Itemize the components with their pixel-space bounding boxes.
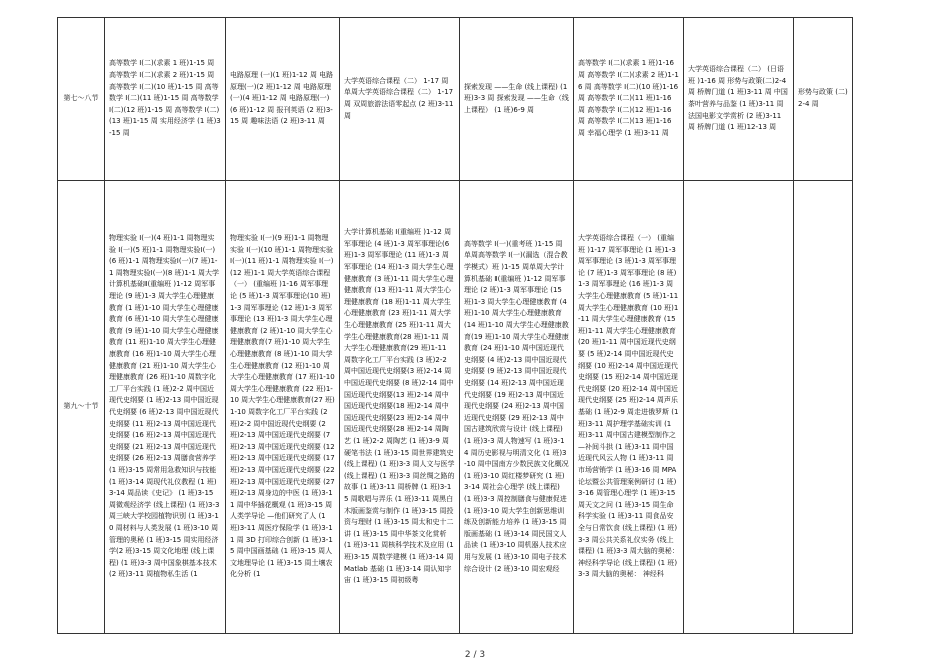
schedule-cell: 大学英语综合课程（二） (日语班 )1-16 周 形势与政策(二)2-4 周 桥牌门道 (1 班)3-11 周 中国茶叶营养与品鉴 (1 班)3-11 周 法国电影文学赏析 (2 班)3-11 周 桥牌门道 (1 班)12-13 周 xyxy=(684,18,794,181)
period-label: 第七～八节 xyxy=(58,18,105,181)
schedule-cell: 大学英语综合课程（一） (重编班 )1-17 周军事理论 (1 班)1-3 周军事理论 (3 班)1-3 周军事理论 (7 班)1-3 周军事理论 (8 班)1-3 周军事理论 (16 班)1-3 周大学生心理健康教育 (5 班)1-11 周大学生心理健康教育 (10 班)1-11 周大学生心理健康教育 (15 班)1-11 周大学生心理健康教育 (20 班)1-11 周中国近现代史纲要 (5 班)2-14 周中国近现代史纲要 (10 班)2-14 周中国近现代史纲要 (15 班)2-14 周中国近现代史纲要 (20 班)2-14 周中国近现代史纲要 (25 班)2-14 周声乐基础 (1 班)2-9 周走进俄罗斯 (1 班)3-11 周护理学基础实训 (1 班)3-11 周中国古建模型制作之 —补间斗拱 (1 班)3-11 周中国近现代风云人物 (1 班)3-11 周市场营销学 (1 班)3-16 周 MPA 论坛暨公共管理案例研讨 (1 班)3-16 周管理心理学 (1 班)3-15 周天文之问 (1 班)3-15 周生命科学实验 (1 班)3-11 周食品安全与日常饮食 (线上课程) (1 班)3-3 周公共关系礼仪实务 (线上课程) (1 班)3-3 周大脑的奥秘：神经科学导论 (线上课程) (1 班)3-3 周大脑的奥秘： 神经科 xyxy=(574,181,684,634)
schedule-cell xyxy=(794,181,853,634)
schedule-cell: 大学英语综合课程（二） 1-17 周 单周大学英语综合课程（二） 1-17 周 双周旅游法语零起点 (2 班)3-11 周 xyxy=(340,18,460,181)
period-label: 第九～十节 xyxy=(58,181,105,634)
schedule-cell: 物理实验 Ⅰ(一)(9 班)1-1 周物理实验 Ⅰ(一)(10 班)1-1 周物理实验 Ⅰ(一)(11 班)1-1 周物理实验 Ⅰ(一)(12 班)1-1 周大学英语综合课程（一） (重编班 )1-16 周军事理论 (5 班)1-3 周军事理论(10 班)1-3 周军事理论 (12 班)1-3 周军事理论 (13 班)1-3 周大学生心理健康教育 (2 班)1-10 周大学生心理健康教育(7 班)1-10 周大学生心理健康教育 (8 班)1-10 周大学生心理健康教育 (12 班)1-10 周大学生心理健康教育 (17 班)1-10 周大学生心理健康教育 (22 班)1-10 周大学生心理健康教育(27 班)1-10 周数字化工厂平台实践 (2 班)2-2 周中国近现代史纲要 (2 班)2-13 周中国近现代史纲要 (7 班)2-13 周中国近现代史纲要 (12 班)2-13 周中国近现代史纲要 (17 班)2-13 周中国近现代史纲要 (22 班)2-13 周中国近现代史纲要 (27 班)2-13 周身边的中医 (1 班)3-11 周中华插花概观 (1 班)3-15 周人类学导论 —他们研究了人 (1 班)3-11 周医疗保险学 (1 班)3-11 周 3D 打印综合创新 (1 班)3-15 周中国画基础 (1 班)3-15 周人文地理导论 (1 班)3-15 周土壤农化分析 (1 xyxy=(226,181,340,634)
schedule-sheet xyxy=(57,17,852,634)
schedule-cell: 高等数学 Ⅰ(二)(求素 1 班)1-16 周 高等数学 Ⅰ(二)(求素 2 班)1-16 周 高等数学 Ⅰ(二)(10 班)1-16 周 高等数学 Ⅰ(二)(11 班)1-16 周 高等数学 Ⅰ(二)(12 班)1-16 周 高等数学 Ⅰ(二)(13 班)1-16 周 幸福心理学 (1 班)3-11 周 xyxy=(574,18,684,181)
page-indicator: 2 / 3 xyxy=(464,650,486,660)
schedule-cell: 物理实验 Ⅰ(一)(4 班)1-1 周物理实验 Ⅰ(一)(5 班)1-1 周物理实验Ⅰ(一)(6 班)1-1 周物理实验Ⅰ(一)(7 班)1-1 周物理实验Ⅰ(一)(8 班)1-1 周大学计算机基础Ⅱ(重编班 )1-12 周军事理论 (9 班)1-3 周大学生心理健康教育 (1 班)1-10 周大学生心理健康教育 (6 班)1-10 周大学生心理健康教育 (9 班)1-10 周大学生心理健康教育 (11 班)1-10 周大学生心理健康教育 (16 班)1-10 周大学生心理健康教育 (21 班)1-10 周大学生心理健康教育 (26 班)1-10 周数字化工厂平台实践 (1 班)2-2 周中国近现代史纲要 (1 班)2-13 周中国近现代史纲要 (6 班)2-13 周中国近现代史纲要 (11 班)2-13 周中国近现代史纲要 (16 班)2-13 周中国近现代史纲要 (21 班)2-13 周中国近现代史纲要 (26 班)2-13 周膳食营养学 (1 班)3-15 周常用急救知识与技能 (1 班)3-14 周现代礼仪教程 (1 班)3-14 周品读《史记》 (1 班)3-15 周微观经济学 (线上课程) (1 班)3-3 周三峡大学校园植物识别 (1 班)3-10 周材料与人类发展 (1 班)3-10 周管理的奥秘 (1 班)3-15 周实用经济学(2 班)3-15 周文化地理 (线上课程) (1 班)3-3 周中国象棋基本技术 (2 班)3-11 周植物私生活 (1 xyxy=(105,181,226,634)
schedule-cell: 形势与政策 (二)2-4 周 xyxy=(794,18,853,181)
schedule-cell: 大学计算机基础 Ⅰ(重编班 )1-12 周军事理论 (4 班)1-3 周军事理论(6 班)1-3 周军事理论 (11 班)1-3 周军事理论 (14 班)1-3 周大学生心理健康教育 (3 班)1-11 周大学生心理健康教育 (13 班)1-11 周大学生心理健康教育 (18 班)1-11 周大学生心理健康教育 (23 班)1-11 周大学生心理健康教育 (25 班)1-11 周大学生心理健康教育(28 班)1-11 周大学生心理健康教育(29 班)1-11 周数字化工厂平台实践 (3 班)2-2 周中国近现代史纲要(3 班)2-14 周中国近现代史纲要 (8 班)2-14 周中国近现代史纲要(13 班)2-14 周中国近现代史纲要(18 班)2-14 周中国近现代史纲要(23 班)2-14 周中国近现代史纲要(28 班)2-14 周陶艺 (1 班)2-2 周陶艺 (1 班)3-9 周硬笔书法 (1 班)3-15 周世界建筑史 (线上课程) (1 班)3-3 周人文与医学 (线上课程) (1 班)3-3 周丝绸之路的故事 (1 班)3-11 周桥牌 (1 班)3-15 周歌唱与弄乐 (1 班)3-11 周黑白木版画鉴赏与制作 (1 班)3-15 周投资与理财 (1 班)3-15 周太和史十二讲 (1 班)3-15 周中华茶文化赏析 (1 班)3-11 周核科学技术及应用 (1 班)3-15 周数学建模 (1 班)3-14 周 Matlab 基础 (1 班)3-14 周认知宇宙 (1 班)3-15 周初级粤 xyxy=(340,181,460,634)
schedule-cell: 探索发现 ——生命 (线上课程) (1 班)3-3 周 探索发现 ——生命（线上课程） (1 班)6-9 周 xyxy=(460,18,574,181)
table-row xyxy=(58,181,853,634)
schedule-cell: 高等数学 Ⅰ(二)(求素 1 班)1-15 周 高等数学 Ⅰ(二)(求素 2 班)1-15 周 高等数学 Ⅰ(二)(10 班)1-15 周 高等数学 Ⅰ(二)(11 班)1-15 周 高等数学 Ⅰ(二)(12 班)1-15 周 高等数学 Ⅰ(二)(13 班)1-15 周 实用经济学 (1 班)3-15 周 xyxy=(105,18,226,181)
table-row xyxy=(58,18,853,181)
schedule-cell: 电路原理 (一)(1 班)1-12 周 电路原理(一)(2 班)1-12 周 电路原理(一)(4 班)1-12 周 电路原理(一)(6 班)1-12 周 报刊英语 (2 班)3-15 周 趣味法语 (2 班)3-11 周 xyxy=(226,18,340,181)
schedule-cell xyxy=(684,181,794,634)
schedule-cell: 高等数学 Ⅰ(一)(重考班 )1-15 周单周高等数学 Ⅰ(一)(漏选（混合教学模式）班 )1-15 周单周大学计算机基础 Ⅱ(重编班 )1-12 周军事理论 (2 班)1-3 周军事理论 (15 班)1-3 周大学生心理健康教育 (4 班)1-10 周大学生心理健康教育 (14 班)1-10 周大学生心理健康教育(19 班)1-10 周大学生心理健康教育 (24 班)1-10 周中国近现代史纲要 (4 班)2-13 周中国近现代史纲要 (9 班)2-13 周中国近现代史纲要 (14 班)2-13 周中国近现代史纲要 (19 班)2-13 周中国近现代史纲要 (24 班)2-13 周中国近现代史纲要 (29 班)2-13 周中国古建筑欣赏与设计 (线上课程) (1 班)3-3 周人物速写 (1 班)3-14 周历史影视与明清文化 (1 班)3-10 周中国南方少数民族文化概况 (1 班)3-10 周红楼梦研究 (1 班)3-14 周社会心理学 (线上课程) (1 班)3-3 周控制膳食与健康促进 (1 班)3-10 周大学生创新思维训练及创新能力培养 (1 班)3-15 周版画基础 (1 班)3-14 周民国文人品读 (1 班)3-10 周机器人技术应用与发展 (1 班)3-10 周电子技术综合设计 (2 班)3-10 周宏观经 xyxy=(460,181,574,634)
timetable xyxy=(57,17,853,634)
